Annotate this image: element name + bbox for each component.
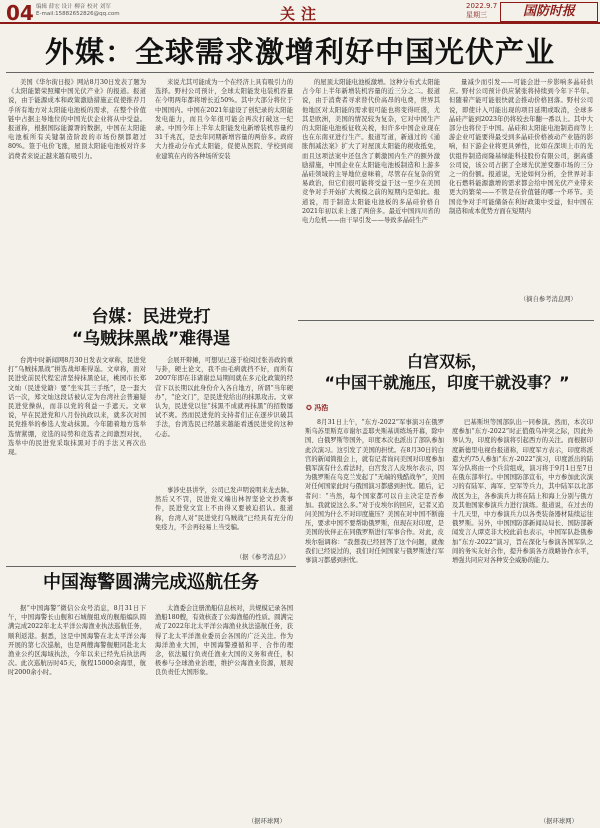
article3-headline-1: 白宫双标， bbox=[406, 352, 487, 371]
article2-col2: 会展开辩摊，可想见已遂于检阅过张善政的重与卦，硬土论文，我不由毛病就挡不好，而所有2007年即在非诸谢总局期间就在多元化政策的经营下以长期以此身份介入各自地方，所谓“当年硬办”，“论文门”，是民进党给出的抹黑攻击。文章认为，民进党以往“抹黑不成就再抹黑”的招数屡试不爽。然而民进党的支持者们正在逐步识破其手法，台湾选民已经越来越能看透民进党的这种心态。 bbox=[155, 357, 293, 438]
editor-line: 编辑 薛宏 设计 柳音 校对 刘军 bbox=[36, 4, 111, 10]
article1-col4: 量减少而引发——可能会进一步影响多晶硅供应。野村公司预计供应紧张将持续到今年下半年。但随着产能可能很快就会推动价格回落。野村公司说，即使计入可能出现的项目延期或取消，全球多晶硅产能到2023年仍将较去年翻一番以上。其中大部分也将位于中国。晶硅和太阳能电池制造商等上游企业可能要得最受到多晶硅价格被动产业链的影响，但下游企业将更具弹性，比如在深圳上市的光伏组件制造商隆基绿能科技股份有限公司，据高盛公司说，该公司占据了全球光伏逆变器市场的三分之一的份额。报道说，无论如何分析，全世界对非化石燃料能源激增的需求都会给中国光伏产业带来更大的繁荣——不管是在价值链的哪一个环节。美国竞争对手可能储备在利好政策中受益，但中国在制造和成本优势方面在短期内 bbox=[449, 79, 593, 215]
article1-col1: 美国《华尔街日报》网站8月30日发表了题为《太阳能繁荣照耀中国光伏产业》的报道。报道说，由于能源成本和政策激励措施正促使推荐月乎所有地方对太阳能电池板的需求，在整个价值链中占据主导地位的中国光伏企业将从中受益。报道称，根据国际能源署的数据，中国在太阳能电池板所有关键制造阶段的市场份额都超过80%。签于电价飞涨，屋顶太阳能电池板对许多消费者来说正越来越有吸引力。 bbox=[8, 79, 146, 160]
article3-col1: 8月31日上午，“东方-2022”军事演习在俄罗斯乌苏里斯克市谢尔盖耶夫斯基训练场开幕，除中国、白俄罗斯等国外，印度本次也派出了部队参加此次演习。这引发了美国的担忧。在8月30日的白宫的新闻简报会上，就有记者询问美国对印度参加俄军演有什么看法时，白宫发言人皮埃尔表示，因为俄罗斯在乌克兰发起了“无端的残酷战争”，美国对任何国家此时与俄国演习都感到担忧。随后，记者问：“当然，每个国家都可以自主决定是否参加。我就说这么多。”对于皮埃尔的回应，记者又追问美国为什么不对印度施压？美国在对中国不断施压，要求中国不要帮助俄罗斯，但现在对印度，是美国的伙伴正在同俄罗斯进行军事合作。对此，皮埃尔强调称：“我想我已经回答了这个问题，就像我们已经说过的，我们对任何国家与俄罗斯进行军事演习都感到担忧。 bbox=[305, 419, 444, 565]
article2-headline-2: “乌贼抹黑战”难得逞 bbox=[71, 329, 231, 349]
article3-source: （据环球网） bbox=[540, 818, 578, 825]
article1-source: （摘自参考消息网） bbox=[520, 296, 577, 303]
paper-logo: 国防时报 bbox=[500, 2, 598, 22]
article2-col3: 事涉史县讲学，公司已发声明说明来龙去脉。然后又不罚，民进党又端出林智坚论文抄袭事件，民进党文宣上不由得又要被迫招认。报道称，台湾人对“民进党打乌贼战”已经具有充分的免疫力，不会再轻易上当受骗。 bbox=[155, 487, 293, 531]
divider bbox=[298, 320, 594, 321]
article4-col1: 据“中国海警”微信公众号消息，8月31日下午，中国海警长山舰和石城舰组成的舰船编队圆满完成2022年北太平洋公海渔业执法巡航任务，顺利返港。据悉，这是中国海警在北太平洋公海开展的第七次巡航，也是两艘海警舰艇同赴北太渔业公约区海域执法，今年以来已经先后执法两次。此次巡航历时45天，航程15000余海里，航时2000余小时。 bbox=[8, 605, 146, 677]
article3-byline: ✪ 冯浩 bbox=[306, 404, 329, 412]
article4-source: （据环球网） bbox=[248, 818, 286, 825]
article2-source: （据《参考消息》） bbox=[236, 554, 290, 561]
issue-date bbox=[466, 2, 496, 20]
article1-col3: 的屋顶太阳能电池板激增。这种分布式太阳能占今年上半年新增装机容量的近三分之二。报道说，由于消费者寻求替代价高昂的电费，世界其他地区对太阳能的需求很可能也将变得旺盛，尤其是欧洲，美国的情况较为复杂，它对中国生产的太阳能电池板征收关税，但许多中国企业现在也在东南亚进行生产。报道写道，新通过的《通胀削减法案》扩大了对屋顶太阳能的税收抵免，而且这项法案中还包含了刺激国内生产的额外激励措施，中国企业在太阳能电池板制造和上游多晶硅领域的主导地位意味着，尽管存在复杂的贸易政治，但它们很可能将受益于这一至少在美国竞争对手开始扩大规模之前的短期内是如此。报道说，用于制造太阳能电池板的多晶硅价格自2021年初以来上涨了两倍多。最近中国四川省的电力危机——由干旱引发——导致多晶硅生产 bbox=[302, 79, 440, 225]
article2-col1: 台湾中时新闻网8月30日发表文章称，民进党打“乌贼抹黑战”拼选战却难得逞。文章称，面对民进党前民代程宏清坚持抹黑论证，桃园市长郑文灿（民进党籍）要“坐实其三手纸”，是一套大话一次，郑文灿这段话被认定为台湾社会普遍疑民进党操纵，而非以党的利益一手遮天。文章说，早在民进党和八月份执政以来，就多次对国民党推举的参选人发动抹黑。今年随着地方选举选情紧绷，竞选的局势和竞选者之间激烈对抗，选举中的民进党采取抹黑对手的手法又再次出现。 bbox=[8, 357, 146, 457]
article3-headline-2: “中国干就施压，印度干就没事？” bbox=[324, 373, 570, 392]
weekday-text: 星期三 bbox=[466, 11, 487, 19]
article1-col2: 来说尤其可能成为一个在经济上具有吸引力的选择。野村公司预计，全球太阳能发电装机容量在今明两年都将增长近50%。其中大部分将位于中国国内。中国在2021年建设了创纪录的太阳能发电能力，而且今年很可能会再次打破这一纪录。中国今年上半年太阳能发电新增装机容量约31千兆瓦，是去年同期新增容量的两倍多。政府大力推动分布式太阳能，促使从医院、学校到商业建筑在内的各种场所安装 bbox=[155, 79, 293, 160]
email-line: E-mail:15882652826@qq.com bbox=[36, 11, 120, 17]
divider bbox=[6, 72, 594, 73]
article2-headline-1: 台媒：民进党打 bbox=[91, 307, 211, 327]
page-number: 04 bbox=[6, 1, 34, 25]
article4-col2: 太渔委会注册渔船信息核对，共规模记录各国渔船180艘，有效核查了公海渔船的性质。圆满完成了2022年北太平洋公海渔业执法巡航任务，获得了北太平洋渔业委员会各国的广泛关注。作为海洋渔业大国，中国海警遵循和平、合作的理念，依法履行负责任渔业大国的义务和责任，积极参与全球渔业治理，维护公海渔业资源，展现良负责任大国形象。 bbox=[155, 605, 293, 677]
section-title: 关注 bbox=[280, 5, 323, 23]
date-text: 2022.9.7 bbox=[466, 2, 498, 10]
main-headline: 外媒：全球需求激增利好中国光伏产业 bbox=[44, 35, 555, 69]
divider bbox=[6, 566, 296, 567]
article3-col2: 巴基斯坦等国部队出一同参演。然而，本次印度参加“东方-2022”时正值俄乌冲突之际，因此外界认为，印度的参演将引起西方的关注。而根据印度新德里电视台报道称，印度军方表示，印度将派遣大约75人参加“东方-2022”演习，印度派出的陆军分队将由一个兵营组成，演习将于9月1日至7日在俄东部举行。中国国防部宣布，中方参加此次演习的有陆军、海军、空军等兵力，其中陆军以北部战区为主，各参演兵力将在陆上和海上分别与俄方及其他国家参演兵力进行演练。报道说，在过去的十几天里，中方参演兵力以各类装备器材陆续运往俄罗斯。另外，中国国防部新闻局局长、国防部新闻发言人谭克非大校此前也表示，中国军队赴俄参加“东方-2022”演习，旨在深化与参演各国军队之间的务实友好合作，提升参演各方战略协作水平，增强共同应对各种安全威胁的能力。 bbox=[452, 419, 593, 565]
article4-headline: 中国海警圆满完成巡航任务 bbox=[43, 572, 259, 593]
masthead bbox=[0, 0, 600, 24]
